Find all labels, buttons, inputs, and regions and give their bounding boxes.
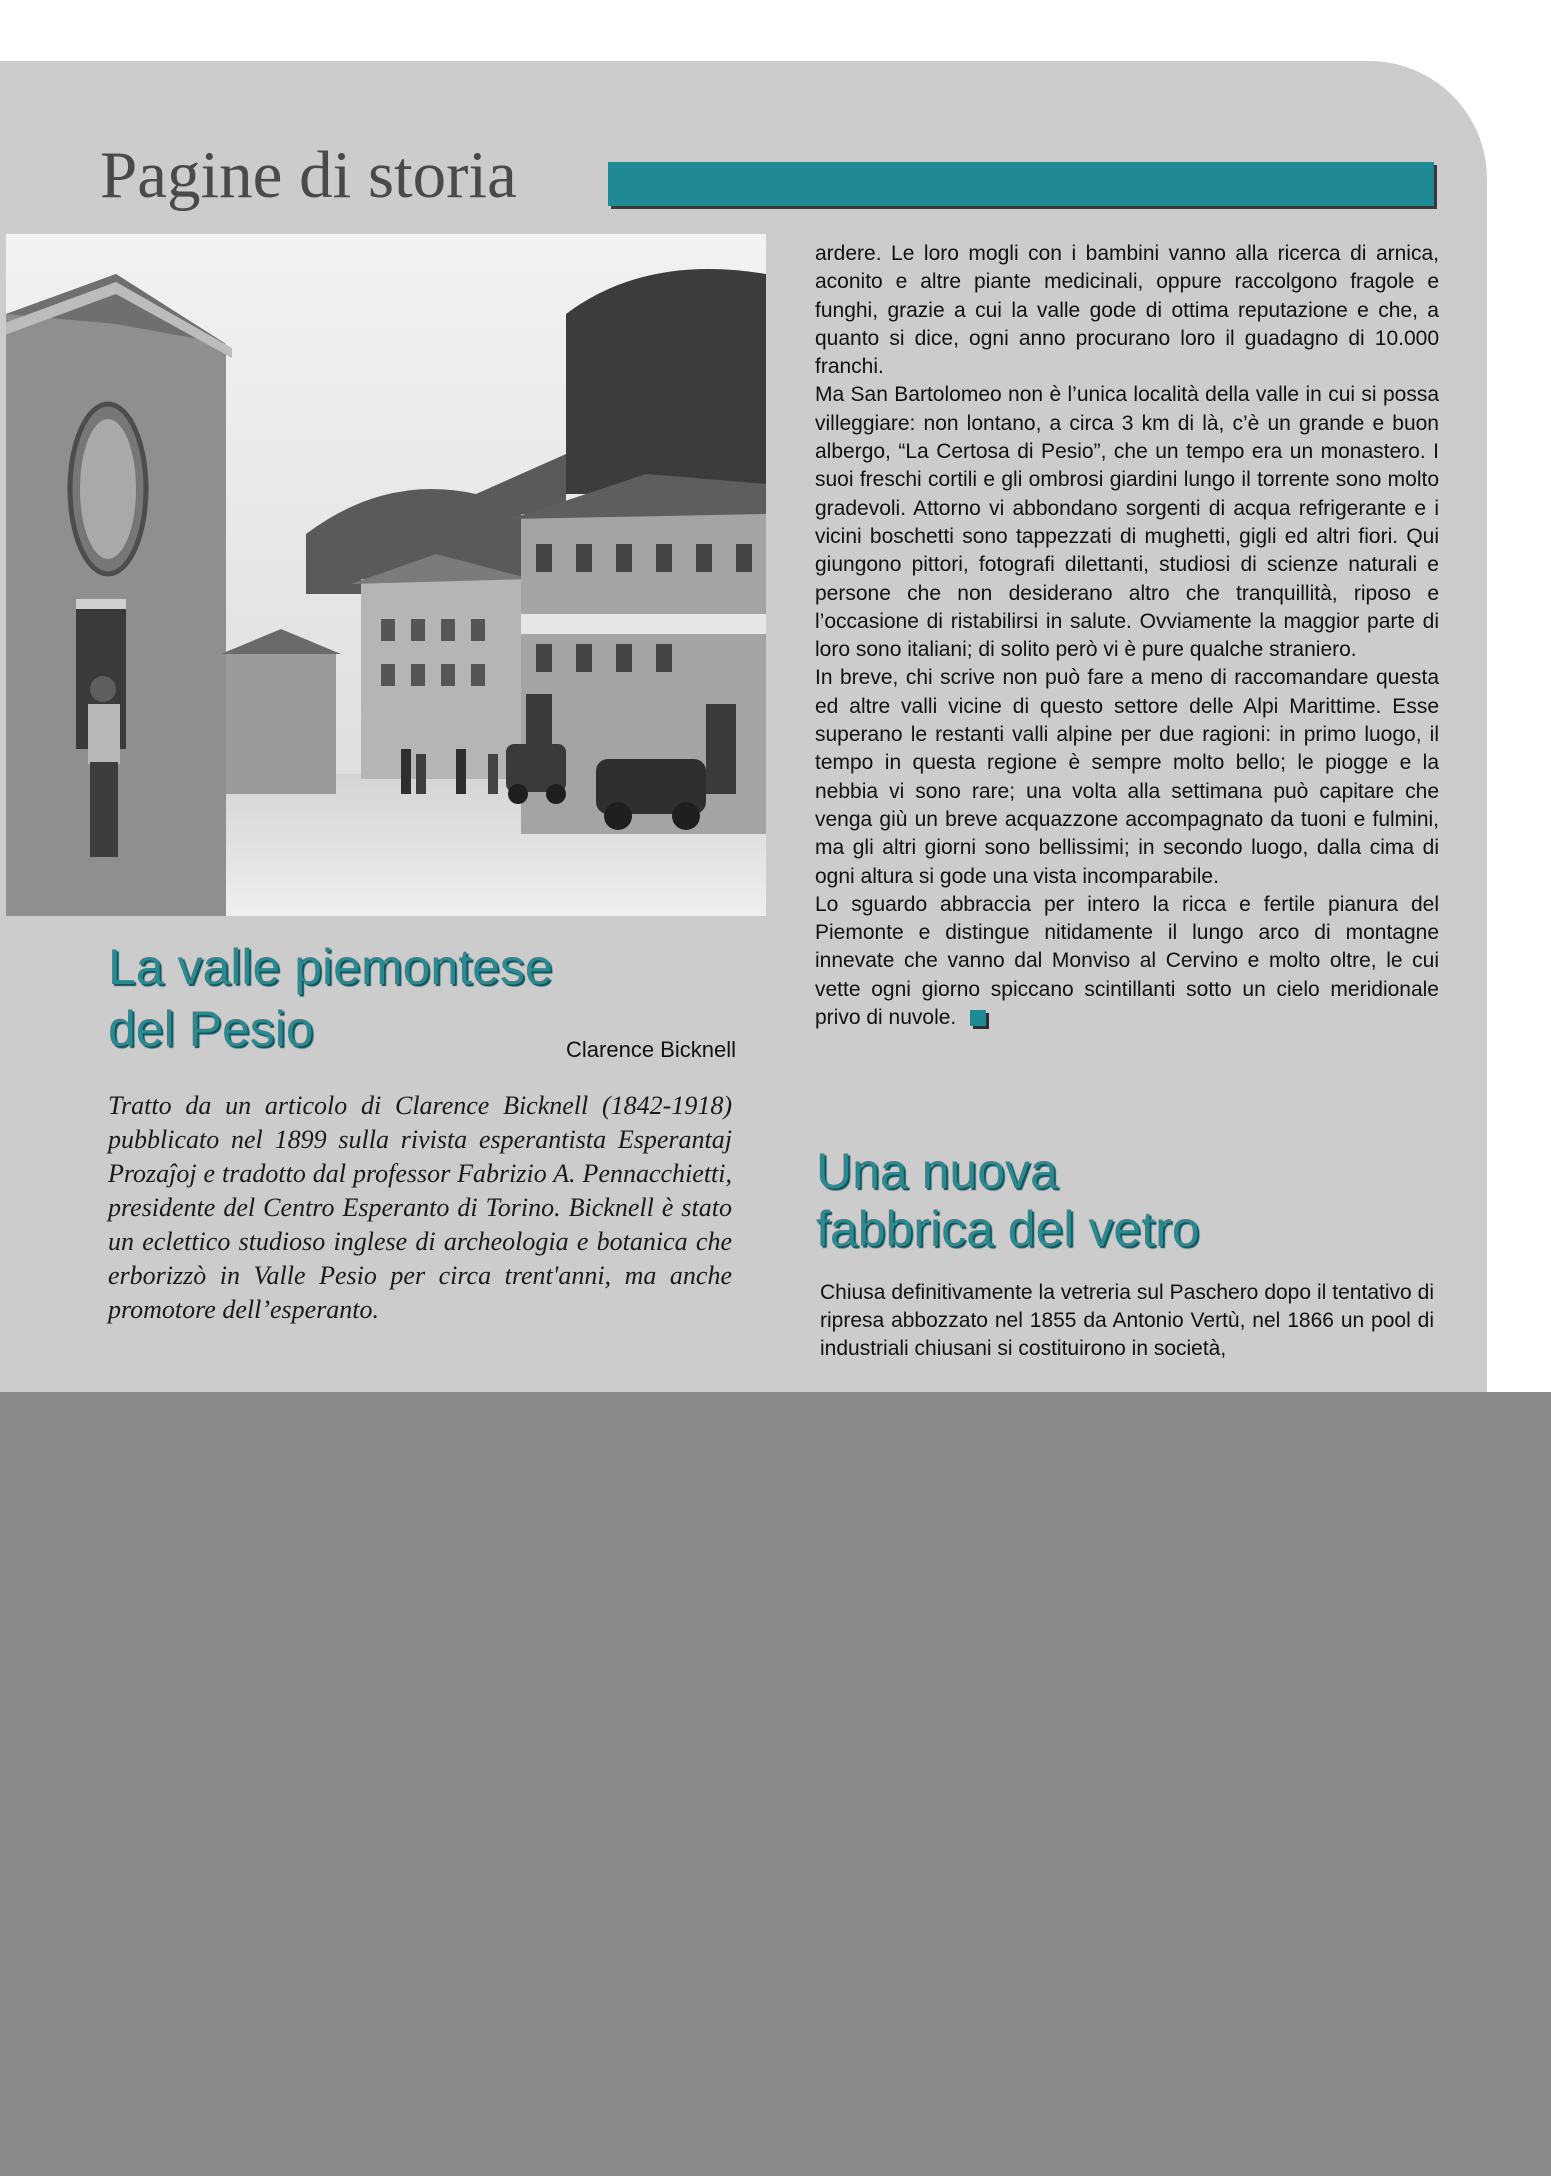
article1-headline-line2: del Pesio xyxy=(108,1001,314,1057)
article2-headline-line1: Una nuova xyxy=(816,1143,1058,1199)
historical-photo xyxy=(6,234,766,916)
article2-body: Chiusa definitivamente la vetreria sul Paschero dopo il tentativo di ripresa abbozzato nel 1855 da Antonio Vertù, nel 1866 un pool di industriali chiusani si costituirono in società, xyxy=(820,1281,1434,1360)
article2-headline-line2: fabbrica del vetro xyxy=(816,1201,1200,1257)
article1-body xyxy=(815,240,1439,1032)
grey-overlay xyxy=(0,1392,1551,2176)
article1-paragraph-2: Ma San Bartolomeo non è l’unica località della valle in cui si possa villeggiare: non lontano, a circa 3 km di là, c’è un grande e buon albergo, “La Certosa di Pesio”, che un tempo era un monastero. I suoi freschi cortili e gli ombrosi giardini lungo il torrente sono molto gradevoli. Attorno vi abbondano sorgenti di acqua refrigerante e i vicini boschetti sono tappezzati di mughetti, gigli ed altri fiori. Qui giungono pittori, fotografi dilettanti, studiosi di scienze naturali e persone che non desiderano altro che tranquillità, riposo e l’occasione di ristabilirsi in salute. Ovviamente la maggior parte di loro sono italiani; di solito però vi è pure qualche straniero. xyxy=(815,383,1439,662)
section-title: Pagine di storia xyxy=(100,138,517,212)
article1-paragraph-1: ardere. Le loro mogli con i bambini vanno alla ricerca di arnica, aconito e altre piante medicinali, oppure raccolgono fragole e funghi, grazie a cui la valle gode di ottima reputazione e che, a quanto si dice, ogni anno procurano loro il guadagno di 10.000 franchi. xyxy=(815,242,1439,379)
article1-intro: Tratto da un articolo di Clarence Bicknell (1842-1918) pubblicato nel 1899 sulla rivista esperantista Esperantaj Prozaĵoj e tradotto dal professor Fabrizio A. Pennacchietti, presidente del Centro Esperanto di Torino. Bicknell è stato un eclettico studioso inglese di archeologia e botanica che erborizzò in Valle Pesio per circa trent'anni, ma anche promotore dell’esperanto. xyxy=(108,1091,732,1324)
article2-headline xyxy=(816,1142,1200,1258)
title-accent-bar xyxy=(608,162,1434,206)
end-of-article-icon xyxy=(970,1010,986,1026)
article1-headline-line1: La valle piemontese xyxy=(108,939,553,995)
article1-paragraph-4-text: Lo sguardo abbraccia per intero la ricca e fertile pianura del Piemonte e distingue nitidamente il lungo arco di montagne innevate che vanno dal Monviso al Cervino e molto oltre, le cui vette ogni giorno spiccano scintillanti sotto un cielo meridionale privo di nuvole. xyxy=(815,892,1439,1030)
article1-paragraph-4 xyxy=(815,891,1439,1032)
article1-paragraph-3: In breve, chi scrive non può fare a meno di raccomandare questa ed altre valli vicine di questo settore delle Alpi Marittime. Esse superano le restanti valli alpine per due ragioni: in primo luogo, il tempo in questa regione è sempre molto bello; le piogge e la nebbia vi sono rare; una volta alla settimana può capitare che venga giù un breve acquazzone accompagnato da tuoni e fulmini, ma gli altri giorni sono bellissimi; in secondo luogo, dalla cima di ogni altura si gode una vista incomparabile. xyxy=(815,666,1439,888)
article1-author: Clarence Bicknell xyxy=(566,1037,736,1062)
